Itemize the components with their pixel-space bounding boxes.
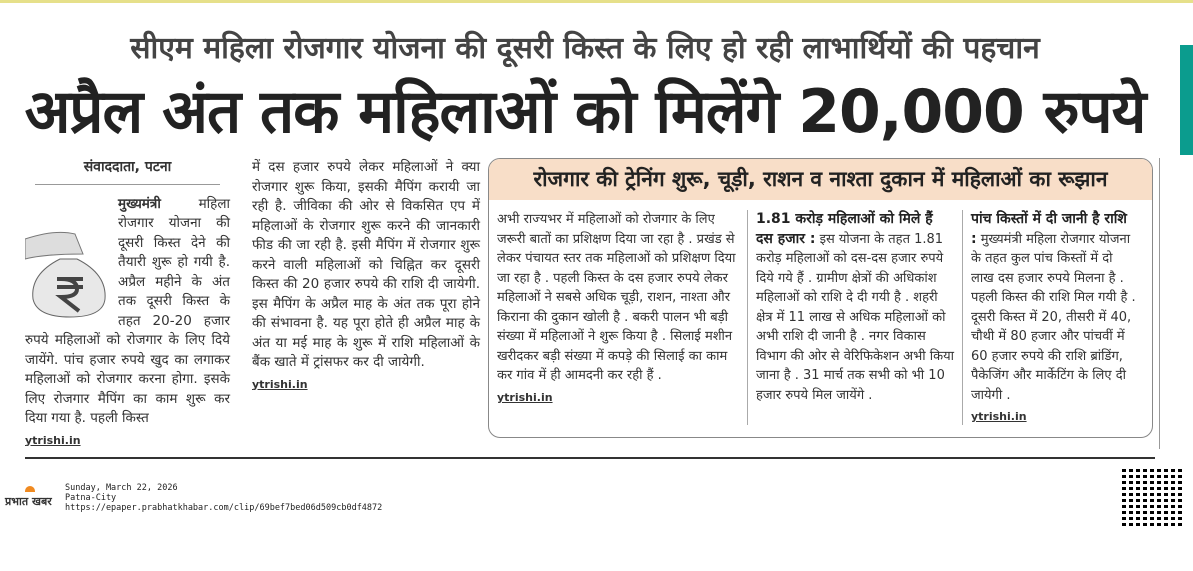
footer xyxy=(0,459,1193,533)
sidebar-text: मुख्यमंत्री महिला रोजगार योजना के तहत कुल पांच किस्तों में दो लाख दस हजार रुपये मिलना है . पहली किस्त की राशि मिल गयी है . दूसरी किस्त में 20, तीसरी में 40, चौथी में 80 हजार और पांचवीं में 60 हजार रुपये की राशि ब्रांडिंग, पैकेजिंग और मार्केटिंग के लिए दी जायेगी . xyxy=(971,231,1136,403)
logo-block xyxy=(5,486,61,509)
sidebar-column-2 xyxy=(747,210,962,425)
watermark: ytrishi.in xyxy=(497,390,553,404)
lead-word: मुख्यमंत्री xyxy=(118,195,161,212)
clip-url[interactable]: https://epaper.prabhatkhabar.com/clip/69bef7bed06d509cb0df4872 xyxy=(65,502,383,513)
qr-code xyxy=(1122,467,1184,529)
prabhat-khabar-logo: प्रभात खबर xyxy=(5,495,52,508)
header xyxy=(0,3,1170,148)
sidebar-columns xyxy=(489,200,1152,437)
watermark: ytrishi.in xyxy=(252,377,308,391)
sidebar-text: इस योजना के तहत 1.81 करोड़ महिलाओं को दस-दस हजार रुपये दिये गये हैं . ग्रामीण क्षेत्रों की अधिकांश महिलाओं को राशि दे दी गयी है . शहरी क्षेत्र में 11 लाख से अधिक महिलाओं को अभी राशि दी जानी है . नगर विकास विभाग की ओर से वेरिफिकेशन अभी किया जाना है . 31 मार्च तक सभी को भी 10 हजार रुपये मिल जायेंगे . xyxy=(756,231,955,403)
sidebar-column-1 xyxy=(497,210,747,425)
kicker-headline: सीएम महिला रोजगार योजना की दूसरी किस्त के लिए हो रही लाभार्थियों की पहचान xyxy=(130,31,1040,66)
subhead: 1.81 करोड़ महिलाओं को मिले हैं दस हजार : xyxy=(756,211,933,247)
clip-metadata xyxy=(65,483,1122,513)
clip-date: Sunday, March 22, 2026 xyxy=(65,482,178,493)
sidebar-title: रोजगार की ट्रेनिंग शुरू, चूड़ी, राशन व नाश्ता दुकान में महिलाओं का रूझान xyxy=(489,159,1152,200)
teal-accent-bar xyxy=(1180,45,1193,155)
watermark: ytrishi.in xyxy=(25,433,81,447)
article-column-2 xyxy=(252,158,480,393)
content-row xyxy=(0,158,1193,449)
logo-sun-icon xyxy=(25,486,35,492)
sidebar-text: अभी राज्यभर में महिलाओं को रोजगार के लिए जरूरी बातों का प्रशिक्षण दिया जा रहा है . प्रखंड से लेकर पंचायत स्तर तक महिलाओं को प्रशिक्षण दिया जा रहा है . पहली किस्त के दस हजार रुपये लेकर महिलाओं ने सबसे अधिक चूड़ी, राशन, नाश्ता और किराना की दुकान खोली है . बकरी पालन भी बड़ी संख्या में महिलाओं ने शुरू किया है . सिलाई मशीन खरीदकर बड़ी संख्या में कपड़े की सिलाई का काम कर गांव में ही आमदनी कर रही हैं . xyxy=(497,212,736,384)
money-bag-rupee-icon xyxy=(25,199,110,319)
subhead: पांच किस्तों में दी जानी है राशि : xyxy=(971,211,1127,247)
sidebar-box xyxy=(488,158,1153,438)
byline: संवाददाता, पटना xyxy=(35,158,220,185)
article-column-1 xyxy=(25,158,230,449)
article-text: में दस हजार रुपये लेकर महिलाओं ने क्या रोजगार शुरू किया, इसकी मैपिंग करायी जा रही है. जीविका की ओर से विकसित एप में महिलाओं के रोजगार शुरू करने की जानकारी फीड की जा रही है. इसी मैपिंग में रोजगार शुरू करने वाली महिलाओं को चिह्नित कर दूसरी किस्त की 20 हजार रुपये की राशि दी जायेगी. इस मैपिंग के अप्रैल माह के अंत तक पूरा होने की संभावना है. यह पूरा होते ही अप्रैल माह के अंत या मई माह के शुरू में राशि महिलाओं के बैंक खाते में ट्रांसफर कर दी जायेगी. xyxy=(252,159,480,370)
article-text: महिला रोजगार योजना की दूसरी किस्त देने की तैयारी शुरू हो गयी है. अप्रैल महीने के अंत तक दूसरी किस्त के तहत 20-20 हजार रुपये महिलाओं को रोजगार के लिए दिये जायेंगे. पांच हजार रुपये खुद का लगाकर महिलाओं को रोजगार करना होगा. इसके लिए रोजगार मैपिंग का काम शुरू कर दिया गया है. पहली किस्त xyxy=(25,195,230,426)
main-headline: अप्रैल अंत तक महिलाओं को मिलेंगे 20,000 रुपये xyxy=(24,77,1146,147)
column-divider xyxy=(1159,158,1160,449)
clip-edition: Patna-City xyxy=(65,492,117,503)
watermark: ytrishi.in xyxy=(971,410,1027,424)
sidebar-column-3 xyxy=(962,210,1137,425)
